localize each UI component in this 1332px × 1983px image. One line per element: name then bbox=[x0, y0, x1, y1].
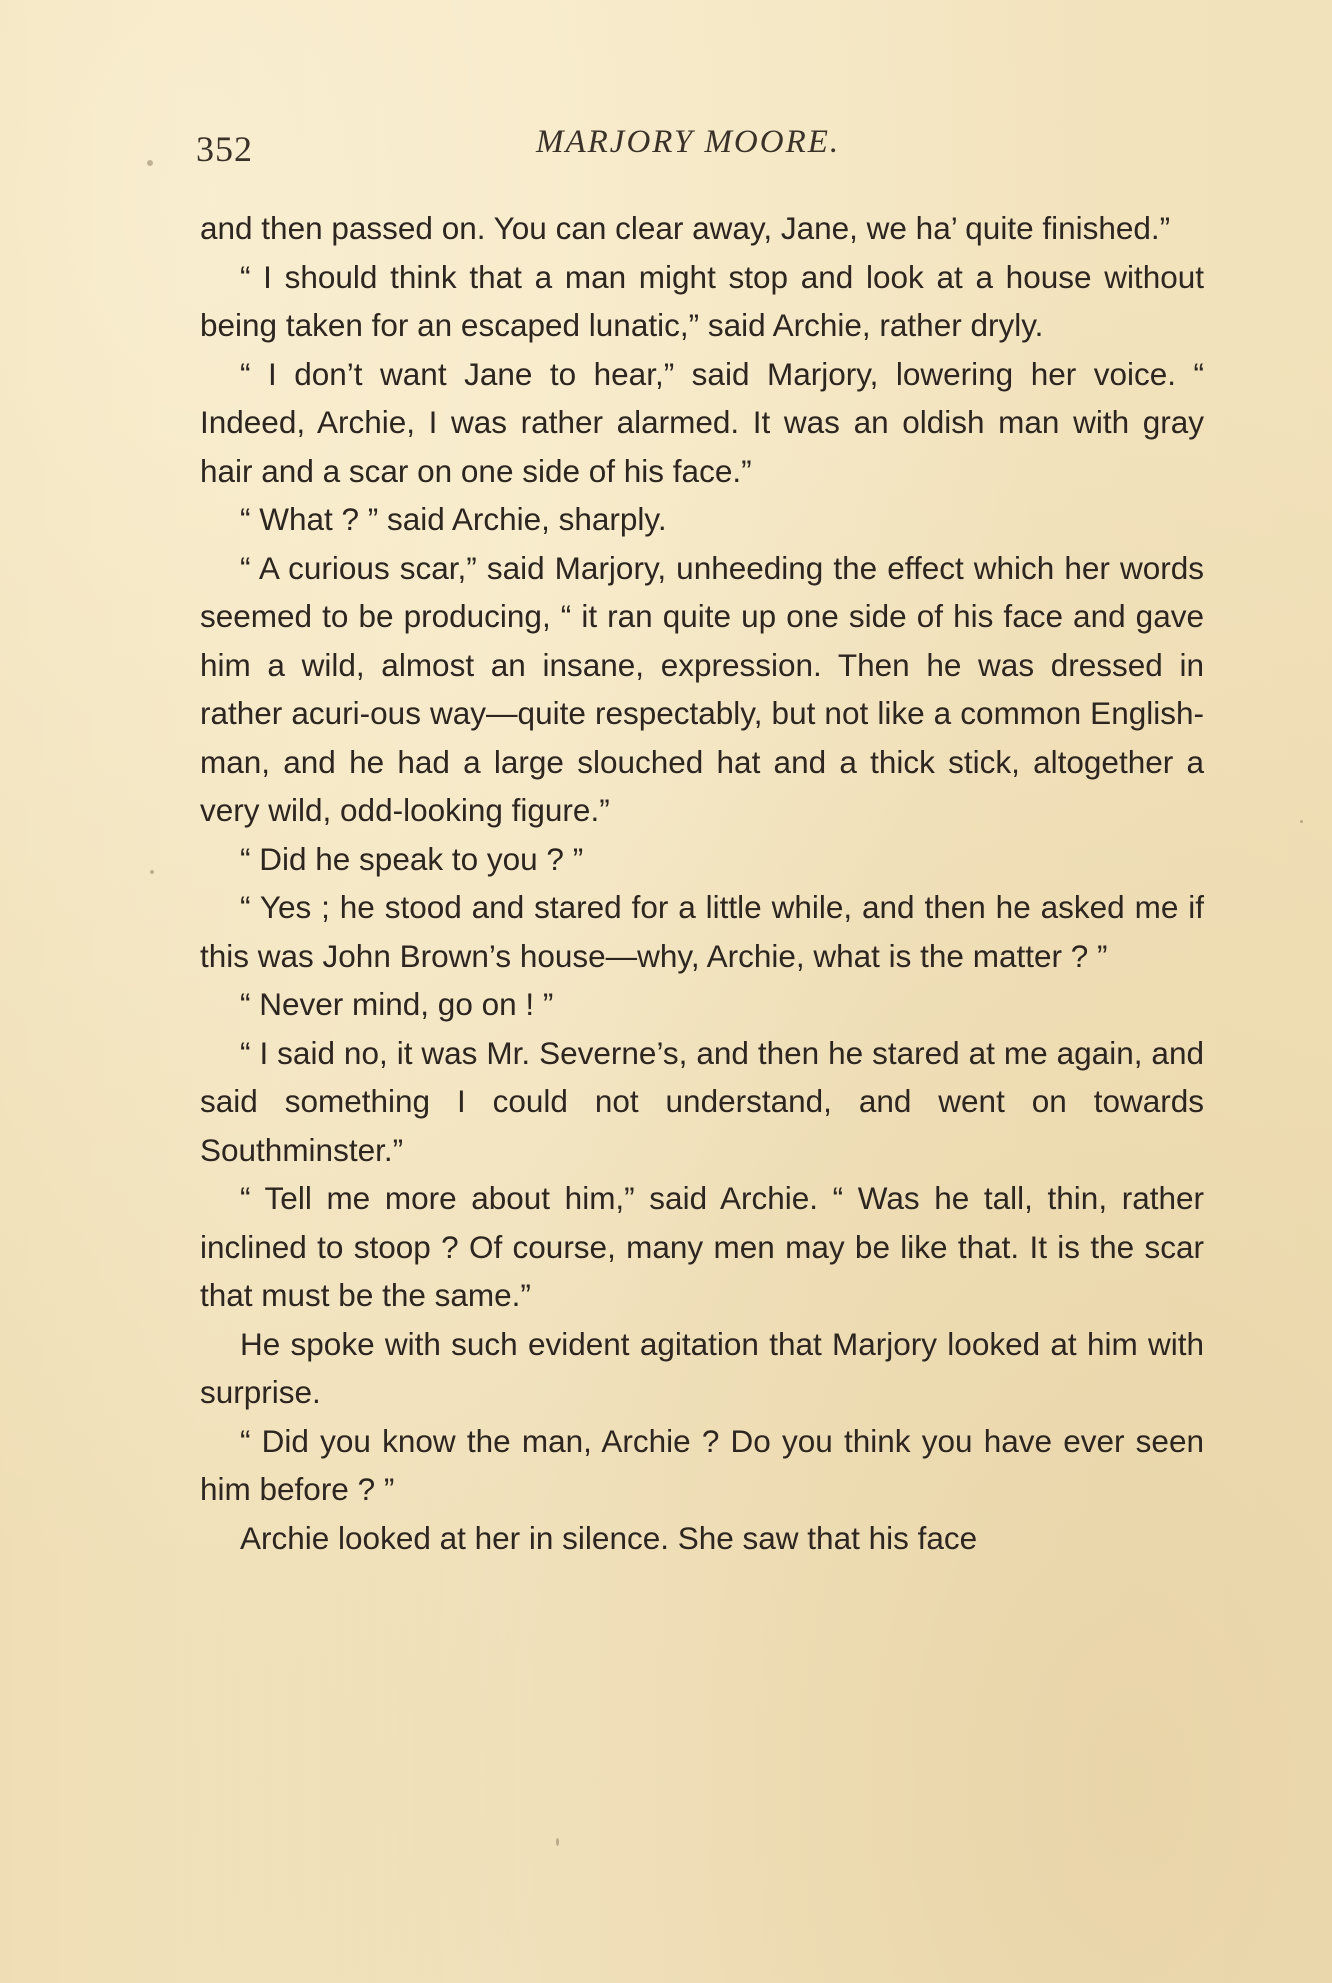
paragraph: and then passed on. You can clear away, Jane, we ha’ quite finished.” bbox=[200, 210, 1171, 246]
paragraph: He spoke with such evident agitation that Marjory looked at him with surprise. bbox=[200, 1325, 1204, 1410]
paragraph: “ I said no, it was Mr. Severne’s, and then he stared at me again, and said something I could not understand, and went on towards Southminster.” bbox=[200, 1034, 1204, 1168]
paragraph: “ I should think that a man might stop and look at a house without being taken for an escaped lunatic,” said Archie, rather dryly. bbox=[200, 258, 1204, 343]
paragraph: “ I don’t want Jane to hear,” said Marjory, lowering her voice. “ Indeed, Archie, I was rather alarmed. It was an oldish man with gray hair and a scar on one side of his face.” bbox=[200, 355, 1204, 489]
paper-speck bbox=[1300, 820, 1303, 823]
paragraph: “ A curious scar,” said Marjory, unheeding the effect which her words seemed to be producing, “ it ran quite up one side of his face and gave him a wild, almost an insane, expression. Then he was dressed in rather acuri-ous way—quite respectably, but not like a common English-man, and he had a large slouched hat and a thick stick, altogether a very wild, odd-looking figure.” bbox=[200, 549, 1204, 828]
paragraph: Archie looked at her in silence. She saw that his face bbox=[240, 1519, 978, 1556]
paper-speck bbox=[150, 870, 154, 874]
paragraph: “ Did you know the man, Archie ? Do you think you have ever seen him before ? ” bbox=[200, 1422, 1204, 1507]
running-title: MARJORY MOORE. bbox=[536, 124, 841, 160]
body-text bbox=[200, 204, 1204, 1562]
paragraph: “ Did he speak to you ? ” bbox=[240, 840, 584, 877]
page-number: 352 bbox=[196, 129, 253, 169]
paper-speck bbox=[556, 1838, 559, 1846]
paragraph: “ What ? ” said Archie, sharply. bbox=[240, 501, 667, 537]
paragraph: “ Never mind, go on ! ” bbox=[240, 986, 554, 1022]
paragraph: “ Yes ; he stood and stared for a little while, and then he asked me if this was John Brown’s house—why, Archie, what is the matter ? ” bbox=[200, 889, 1204, 974]
running-head bbox=[196, 124, 1206, 184]
paper-speck bbox=[147, 160, 153, 166]
paragraph: “ Tell me more about him,” said Archie. “ Was he tall, thin, rather inclined to stoop ? Of course, many men may be like that. It is the scar that must be the same.” bbox=[200, 1180, 1204, 1313]
